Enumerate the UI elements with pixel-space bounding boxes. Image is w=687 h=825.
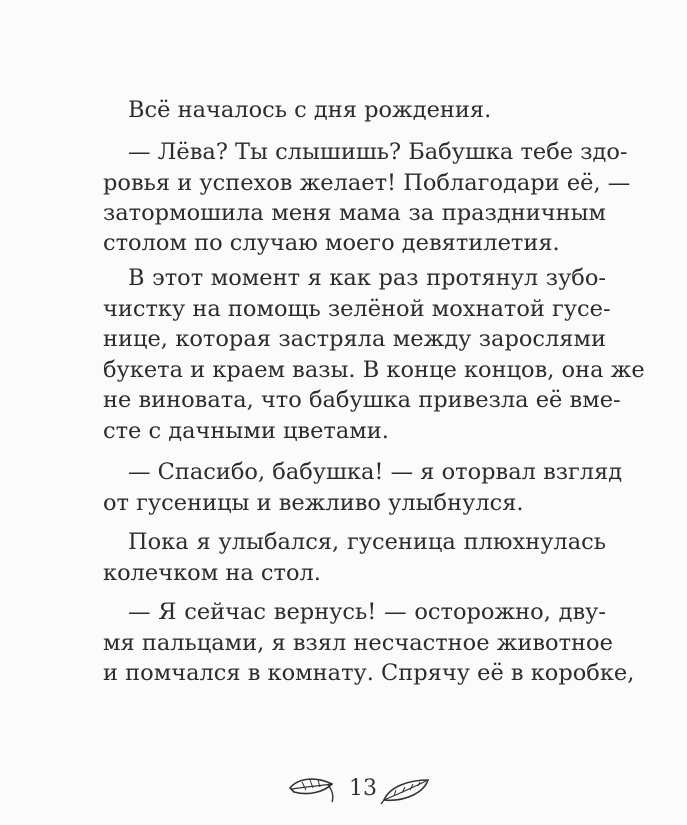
text-line: колечком на стол. bbox=[103, 560, 321, 586]
page-number: 13 bbox=[349, 776, 377, 801]
text-line: затормошила меня мама за праздничным bbox=[103, 200, 606, 226]
text-line: букета и краем вазы. В конце концов, она же bbox=[103, 357, 645, 383]
text-line: и помчался в комнату. Спрячу её в коробке, bbox=[103, 660, 635, 686]
text-line: ровья и успехов желает! Поблагодари её, — bbox=[103, 170, 631, 196]
text-line: мя пальцами, я взял несчастное животное bbox=[103, 630, 613, 656]
text-line: чистку на помощь зелёной мохнатой гусе- bbox=[103, 296, 611, 322]
text-line: — Спасибо, бабушка! — я оторвал взгляд bbox=[128, 459, 623, 485]
text-line: — Я сейчас вернусь! — осторожно, дву- bbox=[128, 599, 606, 625]
page-footer bbox=[0, 770, 687, 810]
leaf-icon bbox=[380, 778, 432, 810]
text-line: — Лёва? Ты слышишь? Бабушка тебе здо- bbox=[128, 139, 628, 165]
text-line: нице, которая застряла между зарослями bbox=[103, 326, 606, 352]
text-line: столом по случаю моего девятилетия. bbox=[103, 230, 560, 256]
feather-icon bbox=[288, 776, 340, 808]
text-line: от гусеницы и вежливо улыбнулся. bbox=[103, 490, 524, 516]
text-line: Пока я улыбался, гусеница плюхнулась bbox=[128, 529, 606, 555]
text-line: не виновата, что бабушка привезла её вме- bbox=[103, 387, 621, 413]
text-line: Всё началось с дня рождения. bbox=[128, 97, 492, 123]
text-line: сте с дачными цветами. bbox=[103, 418, 389, 444]
text-line: В этот момент я как раз протянул зубо- bbox=[128, 265, 606, 291]
